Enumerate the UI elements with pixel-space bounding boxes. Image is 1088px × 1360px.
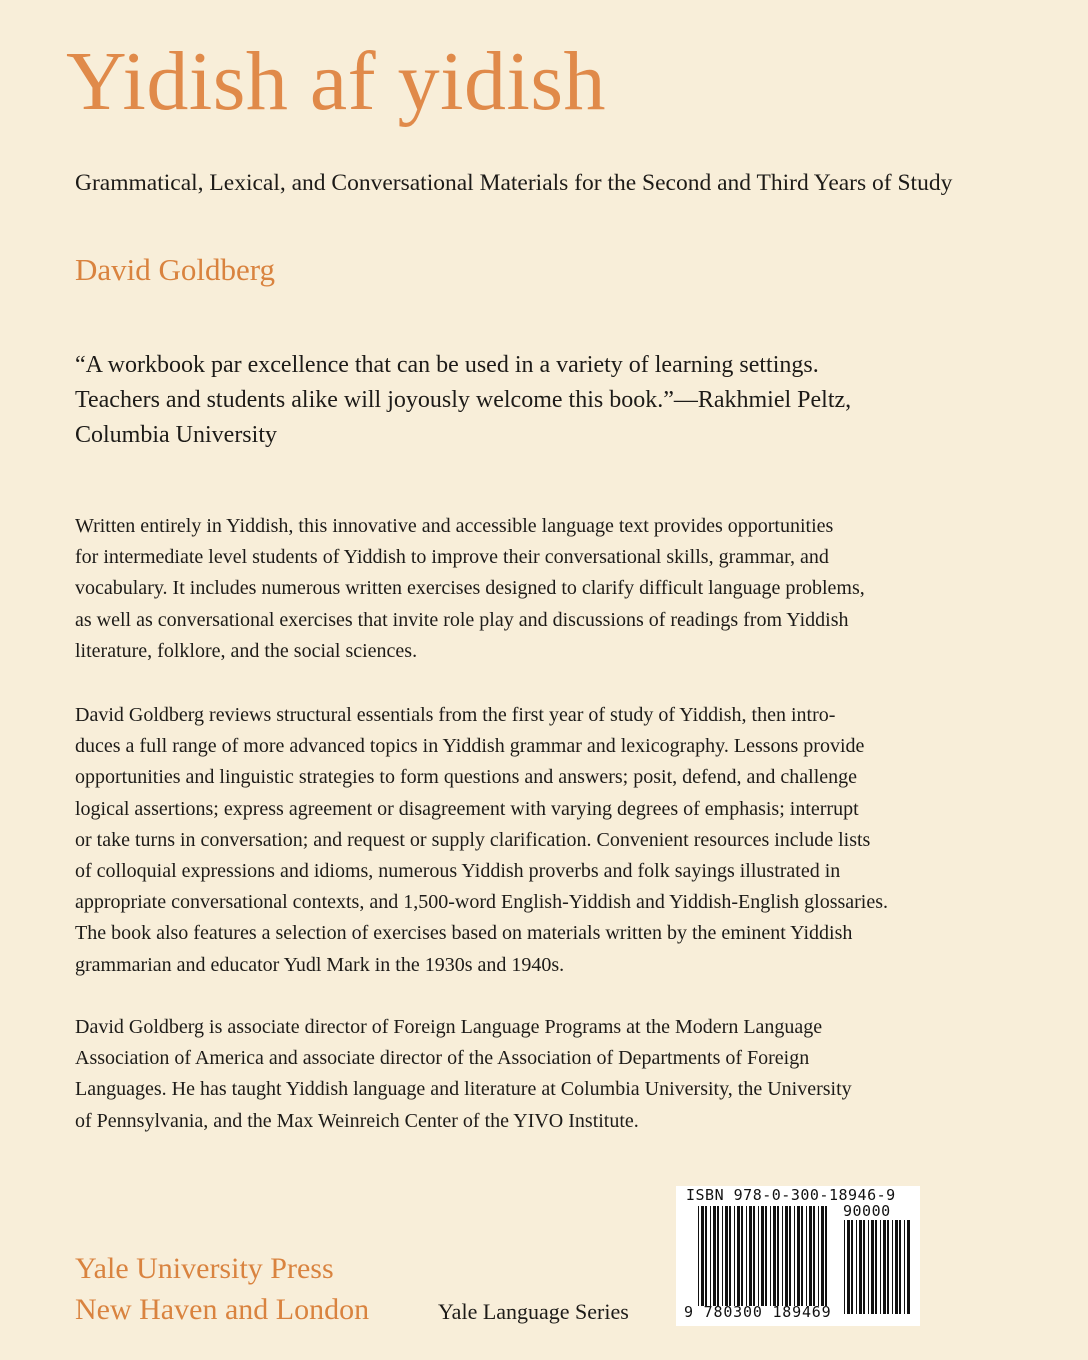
barcode-bar <box>722 1206 723 1306</box>
price-code: 90000 <box>843 1202 891 1220</box>
quote-line: “A workbook par excellence that can be used in a variety of learning settings. <box>75 352 819 378</box>
barcode-bar <box>899 1220 901 1314</box>
barcode-bar <box>698 1206 699 1306</box>
barcode-bar <box>863 1220 865 1314</box>
paragraph-line: for intermediate level students of Yiddish to improve their conversational skills, grammar, and <box>75 546 829 569</box>
barcode-bar <box>710 1206 711 1306</box>
barcode-bar <box>701 1206 704 1306</box>
barcode-bar <box>904 1220 905 1314</box>
barcode-bar <box>746 1206 747 1306</box>
barcode-bar <box>741 1206 743 1306</box>
paragraph-line: literature, folklore, and the social sciences. <box>75 639 418 662</box>
barcode-bar <box>851 1220 853 1314</box>
paragraph-line: of Pennsylvania, and the Max Weinreich Center of the YIVO Institute. <box>75 1109 639 1132</box>
barcode-bar <box>871 1220 874 1314</box>
barcode-bar <box>856 1220 857 1314</box>
barcode-bar <box>794 1206 795 1306</box>
book-title: Yidish af yidish <box>66 35 607 128</box>
description-paragraph <box>75 511 955 667</box>
barcode-bar <box>847 1220 850 1314</box>
barcode-bar <box>737 1206 740 1306</box>
barcode-bar <box>705 1206 707 1306</box>
barcode-bar <box>801 1206 803 1306</box>
paragraph-line: of colloquial expressions and idioms, numerous Yiddish proverbs and folk sayings illustrated in <box>75 860 841 883</box>
paragraph-line: as well as conversational exercises that invite role play and discussions of readings from Yiddish <box>75 608 849 631</box>
barcode-bar <box>797 1206 800 1306</box>
paragraph-line: David Goldberg reviews structural essentials from the first year of study of Yiddish, then intro- <box>75 704 836 726</box>
quote-line: Teachers and students alike will joyously welcome this book.”—Rakhmiel Peltz, <box>75 387 852 413</box>
barcode-bar <box>717 1206 719 1306</box>
barcode-bar <box>907 1220 910 1314</box>
publisher-block <box>75 1248 369 1330</box>
barcode-bar <box>725 1206 728 1306</box>
publisher-name: Yale University Press <box>75 1252 334 1285</box>
barcode-bar <box>818 1206 819 1306</box>
barcode-bar <box>734 1206 735 1306</box>
paragraph-line: The book also features a selection of exercises based on materials written by the eminent Yiddish <box>75 922 853 945</box>
publisher-location: New Haven and London <box>75 1293 370 1326</box>
barcode-bar <box>782 1206 783 1306</box>
barcode-bar <box>875 1220 877 1314</box>
barcode-bar <box>813 1206 815 1306</box>
paragraph-line: grammarian and educator Yudl Mark in the 1930s and 1940s. <box>75 953 565 976</box>
barcode-bar <box>758 1206 759 1306</box>
paragraph-line: appropriate conversational contexts, and 1,500-word English-Yiddish and Yiddish-English glossaries. <box>75 891 889 914</box>
barcode-bar <box>761 1206 764 1306</box>
barcode-bar <box>765 1206 767 1306</box>
endorsement-quote <box>75 348 955 453</box>
barcode-bar <box>785 1206 788 1306</box>
paragraph-line: David Goldberg is associate director of Foreign Language Programs at the Modern Language <box>75 1016 823 1038</box>
barcode-bar <box>729 1206 731 1306</box>
barcode-bar <box>868 1220 869 1314</box>
paragraph-line: Languages. He has taught Yiddish language and literature at Columbia University, the University <box>75 1078 852 1101</box>
barcode-bar <box>880 1220 881 1314</box>
barcode-bar <box>809 1206 812 1306</box>
barcode-bar <box>806 1206 807 1306</box>
barcode-bar <box>749 1206 752 1306</box>
paragraph-line: or take turns in conversation; and request or supply clarification. Convenient resources include lists <box>75 828 871 851</box>
barcode-bar <box>770 1206 771 1306</box>
author-name: David Goldberg <box>75 252 276 287</box>
quote-line: Columbia University <box>75 422 277 448</box>
book-subtitle: Grammatical, Lexical, and Conversational Materials for the Second and Third Years of Study <box>75 170 953 196</box>
barcode-bar <box>753 1206 755 1306</box>
barcode-bar <box>777 1206 779 1306</box>
paragraph-line: vocabulary. It includes numerous written exercises designed to clarify difficult language problems, <box>75 577 865 600</box>
barcode-bar <box>859 1220 862 1314</box>
barcode-bar <box>887 1220 889 1314</box>
paragraph-line: logical assertions; express agreement or disagreement with varying degrees of emphasis; interrupt <box>75 797 859 820</box>
barcode-bar <box>713 1206 716 1306</box>
paragraph-line: Written entirely in Yiddish, this innovative and accessible language text provides opportunities <box>75 515 834 537</box>
contents-paragraph <box>75 700 955 981</box>
barcode-bar <box>883 1220 886 1314</box>
paragraph-line: Association of America and associate director of the Association of Departments of Foreign <box>75 1047 810 1070</box>
barcode-bar <box>892 1220 893 1314</box>
paragraph-line: duces a full range of more advanced topics in Yiddish grammar and lexicography. Lessons provide <box>75 735 865 758</box>
barcode-bar <box>844 1220 845 1314</box>
paragraph-line: opportunities and linguistic strategies to form questions and answers; posit, defend, and challenge <box>75 766 858 789</box>
barcode-bar <box>825 1206 827 1306</box>
barcode-bar <box>789 1206 791 1306</box>
barcode-bar <box>773 1206 776 1306</box>
isbn-barcode <box>676 1186 920 1326</box>
barcode-bar <box>895 1220 898 1314</box>
series-name: Yale Language Series <box>438 1299 629 1324</box>
isbn-number: ISBN 978-0-300-18946-9 <box>686 1186 896 1204</box>
ean-number: 9 780300 189469 <box>684 1303 832 1321</box>
author-bio-paragraph <box>75 1012 955 1137</box>
barcode-bar <box>821 1206 824 1306</box>
